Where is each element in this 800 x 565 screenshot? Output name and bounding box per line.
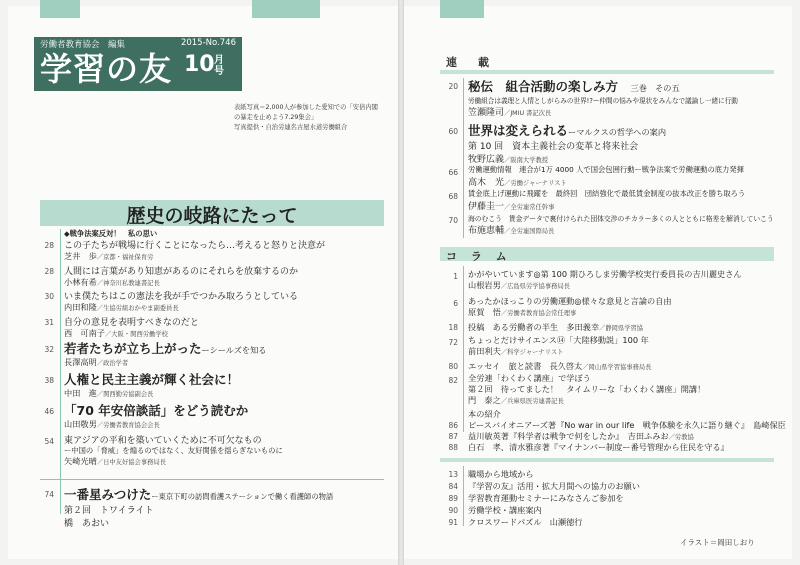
author-name: 中田 進 xyxy=(64,388,97,398)
author-affiliation: ／全労連国際局長 xyxy=(504,228,555,235)
author-name: 布施恵輔 xyxy=(468,226,505,236)
cover-note-line: 写真提供・自治労連名古屋水道労働組合 xyxy=(234,124,348,131)
page-number: 70 xyxy=(448,216,458,225)
page-number: 13 xyxy=(448,470,458,479)
page-number: 1 xyxy=(453,272,458,281)
page-number: 18 xyxy=(448,323,458,332)
author-name: 長澤高明 xyxy=(64,357,97,367)
author-affiliation: ／科学ジャーナリスト xyxy=(500,349,564,356)
toc-entry[interactable] xyxy=(468,189,745,212)
entry-subtitle: ー東京下町の訪問看護ステーションで働く看護師の物語 xyxy=(151,492,334,501)
entry-title: 自分の意見を表明すべきなのだと xyxy=(64,318,199,328)
illustration-credit: イラスト＝岡田しおり xyxy=(680,538,755,547)
entry-title: 「70 年安倍談話」をどう読むか xyxy=(64,403,249,418)
entry-volume: 三巻 その五 xyxy=(630,83,680,93)
toc-entry[interactable] xyxy=(468,322,643,333)
author-affiliation: ／労働者教育協会常任理事 xyxy=(500,310,577,317)
author-affiliation: ／岡山県学習協事務局長 xyxy=(582,364,652,371)
page-number: 6 xyxy=(453,299,458,308)
page-number: 54 xyxy=(44,437,54,446)
toc-entry[interactable] xyxy=(64,264,298,288)
toc-entry[interactable] xyxy=(64,485,333,529)
author-name: 伊藤圭一 xyxy=(468,202,505,212)
entry-title: ピースバイオニアーズ著『No war in our life 戦争体験を永久に語り継ぐ』 島崎保臣 xyxy=(468,420,786,430)
toc-entry[interactable] xyxy=(468,213,774,236)
author-affiliation: ／労働者教育協会会長 xyxy=(96,422,160,429)
toc-entry[interactable] xyxy=(468,420,786,431)
section-band xyxy=(440,458,774,462)
entry-title: ちょっとだけサイエンス⑭「大陸移動説」100 年 xyxy=(468,335,649,345)
author-affiliation: ／兵庫県医労連書記長 xyxy=(500,398,564,405)
author-name: 芝井 歩 xyxy=(64,251,97,261)
entry-title: いま僕たちはこの憲法を我が手でつかみ取ろうとしている xyxy=(64,292,299,302)
toc-entry[interactable]: クロスワードパズル 山瀬徳行 xyxy=(468,517,583,527)
author-name: 高木 光 xyxy=(468,178,505,188)
author-name: 山根岩男 xyxy=(468,280,501,290)
serials-heading: 連 載 xyxy=(446,56,494,69)
magazine-logo: 学習の友 xyxy=(40,50,173,88)
author-name: 門 泰之 xyxy=(468,395,501,405)
top-tab xyxy=(440,0,484,18)
author-name: 原賀 悟 xyxy=(468,307,501,317)
entry-title: 投稿 ある労働者の半生 多田義幸 xyxy=(468,322,600,332)
book-review-heading: 本の紹介 xyxy=(468,409,501,419)
author-affiliation: ／全労連常任幹事 xyxy=(504,204,555,211)
toc-entry[interactable] xyxy=(468,296,672,318)
author-affiliation: ／生協労組おかやま副委員長 xyxy=(96,305,179,312)
author-affiliation: ／大阪・関西労働学校 xyxy=(104,331,168,338)
author-affiliation: ／静岡県学習協 xyxy=(599,325,644,332)
entry-title: エッセイ 旅と読書 長久啓太 xyxy=(468,361,583,371)
entry-title: 海のむこう 賃金データで裏付けられた団体交渉のチカラー多くの人とともに格差を解消していこう xyxy=(468,215,774,223)
author-affiliation: ／関西勤労協副会長 xyxy=(96,391,154,398)
columns-heading: コ ラ ム xyxy=(446,250,512,263)
author-name: 矢崎光晴 xyxy=(64,456,97,466)
toc-entry[interactable] xyxy=(64,370,239,399)
toc-entry[interactable] xyxy=(64,238,325,262)
toc-vertical-rule xyxy=(60,229,61,514)
toc-entry[interactable] xyxy=(468,121,666,165)
issue-number: 2015-No.746 xyxy=(180,38,236,48)
toc-vertical-rule xyxy=(463,266,464,432)
cover-note-line: の暴走を止めよう7.29集会」 xyxy=(234,114,318,121)
entry-episode: 第２回 トワイライト xyxy=(64,506,154,516)
toc-vertical-rule xyxy=(463,78,464,238)
author-name: 橋 あおい xyxy=(64,519,110,529)
cover-photo-credit xyxy=(234,103,394,133)
entry-title: かがやいています◎第 100 期ひろしま労働学校実行委員長の吉川麗史さん xyxy=(468,269,742,279)
entry-title: 若者たちが立ち上がった xyxy=(64,341,202,356)
page-number: 82 xyxy=(448,376,458,385)
entry-title: あったかほっこりの労働運動◎様々な意見と言論の自由 xyxy=(468,296,672,306)
entry-subtitle: ーシールズを知る xyxy=(201,345,267,355)
issue-month-unit: 月号 xyxy=(214,55,224,77)
author-name: 内田和隆 xyxy=(64,302,97,312)
section-band xyxy=(440,70,774,74)
entry-title: 東アジアの平和を築いていくために不可欠なもの xyxy=(64,436,262,446)
toc-entry[interactable] xyxy=(64,433,283,467)
author-affiliation: ／広島県労学協事務局長 xyxy=(500,283,571,290)
author-affiliation: ／神奈川私教連書記長 xyxy=(96,280,160,287)
page-number: 87 xyxy=(448,432,458,441)
page-number: 60 xyxy=(448,127,458,136)
cover-note-line: 表紙写真＝2,000人が参加した愛知での「安倍内閣 xyxy=(234,104,378,111)
page-number: 74 xyxy=(44,490,54,499)
toc-entry[interactable] xyxy=(468,431,694,442)
page-number: 30 xyxy=(44,292,54,301)
author-affiliation: ／労教協 xyxy=(668,434,694,441)
entry-subtitle: 労働組合は義理と人情としがらみの世界!?ー仲間の悩みや現状をみんなで議論し一緒に行動 xyxy=(468,97,738,105)
page-number: 89 xyxy=(448,494,458,503)
page-number: 80 xyxy=(448,362,458,371)
entry-title: 労働運動情報 連合が1万 4000 人で国会包囲行動ー戦争法案で労働運動の底力発揮 xyxy=(468,165,744,174)
toc-entry[interactable] xyxy=(468,165,744,188)
toc-entry[interactable]: 学習教育運動セミナーにみなさんご参加を xyxy=(468,493,624,503)
top-tab xyxy=(40,0,80,18)
author-name: 山田敬男 xyxy=(64,419,97,429)
author-name: 小林有希 xyxy=(64,277,97,287)
toc-entry[interactable]: 『学習の友』活用・拡大月間への協力のお願い xyxy=(468,481,640,491)
page-gutter xyxy=(398,0,404,565)
entry-subtitle: ーマルクスの哲学への案内 xyxy=(568,127,667,137)
page-number: 28 xyxy=(44,241,54,250)
toc-entry[interactable] xyxy=(468,335,649,357)
author-affiliation: ／日中友好協会事務局長 xyxy=(96,459,167,466)
author-name: 笠瀬隆司 xyxy=(468,108,505,118)
toc-entry[interactable]: 労働学校・講座案内 xyxy=(468,505,542,515)
page-number: 72 xyxy=(448,338,458,347)
masthead xyxy=(34,37,242,91)
entry-title: 世界は変えられる xyxy=(468,123,569,138)
entry-title: 全労連「わくわく講座」で学ぼう xyxy=(468,373,591,383)
issue-month: 10 xyxy=(184,52,215,77)
toc-entry[interactable] xyxy=(64,401,248,430)
author-affiliation: ／JMIU 書記次長 xyxy=(504,110,552,117)
entry-title: この子たちが戦場に行くことになったら…考えると怒りと決意が xyxy=(64,241,326,251)
toc-entry[interactable] xyxy=(64,315,199,339)
toc-vertical-rule xyxy=(463,466,464,526)
page-number: 86 xyxy=(448,421,458,430)
entry-episode: 第 10 回 資本主義社会の変革と将来社会 xyxy=(468,142,639,152)
toc-entry[interactable] xyxy=(64,339,266,368)
feature-title: 歴史の岐路にたって xyxy=(126,205,298,227)
entry-title: 白石 孝、清水雅彦著『マイナンバー制度ー番号管理から住民を守る』 xyxy=(468,442,729,452)
entry-title: 人間には言葉があり知恵があるのにそれらを放棄するのか xyxy=(64,267,299,277)
page-number: 91 xyxy=(448,518,458,527)
page-number: 32 xyxy=(44,345,54,354)
entry-subtitle: 第２回 待ってました！ タイムリーな「わくわく講座」開講！ xyxy=(468,384,706,394)
toc-entry[interactable] xyxy=(468,373,705,406)
author-affiliation: ／阪南大学教授 xyxy=(504,157,549,164)
publisher-label: 労働者教育協会 編集 xyxy=(40,40,126,50)
author-affiliation: ／京都・福祉保育労 xyxy=(96,254,154,261)
section-divider xyxy=(40,479,384,480)
page-number: 88 xyxy=(448,443,458,452)
toc-entry[interactable] xyxy=(468,442,729,453)
page-number: 66 xyxy=(448,168,458,177)
top-tab xyxy=(252,0,320,18)
page-number: 84 xyxy=(448,482,458,491)
author-name: 西 可南子 xyxy=(64,328,105,338)
feature-subheading: ◆戦争法案反対！ 私の思い xyxy=(64,229,158,238)
entry-title: 一番星みつけた xyxy=(64,487,152,502)
page-number: 28 xyxy=(44,267,54,276)
feature-title-band xyxy=(40,200,384,226)
page-number: 31 xyxy=(44,318,54,327)
toc-entry[interactable] xyxy=(468,361,651,372)
entry-title: 賃金底上げ運動に飛躍を 最終回 団結強化で最低賃金制度の抜本改正を勝ち取ろう xyxy=(468,189,746,198)
page-number: 68 xyxy=(448,192,458,201)
page-number: 38 xyxy=(44,376,54,385)
author-name: 牧野広義 xyxy=(468,155,505,165)
toc-entry[interactable]: 職場から地域から xyxy=(468,469,534,479)
author-name: 前田利夫 xyxy=(468,346,501,356)
page-number: 20 xyxy=(448,82,458,91)
author-affiliation: ／政治学者 xyxy=(96,360,129,367)
page-number: 90 xyxy=(448,506,458,515)
toc-entry[interactable] xyxy=(64,289,298,313)
toc-entry[interactable] xyxy=(468,77,738,118)
entry-title: 人権と民主主義が輝く社会に！ xyxy=(64,372,240,387)
page-number: 46 xyxy=(44,407,54,416)
author-affiliation: ／労働ジャーナリスト xyxy=(504,180,567,187)
entry-title: 益川敏英著『科学者は戦争で何をしたか』 吉田ふみお xyxy=(468,431,669,441)
entry-title: 秘伝 組合活動の楽しみ方 xyxy=(468,79,619,94)
entry-subtitle: ー中国の「脅威」を煽るのではなく、友好関係を揺らぎないものに xyxy=(64,446,283,455)
toc-entry[interactable] xyxy=(468,269,742,291)
